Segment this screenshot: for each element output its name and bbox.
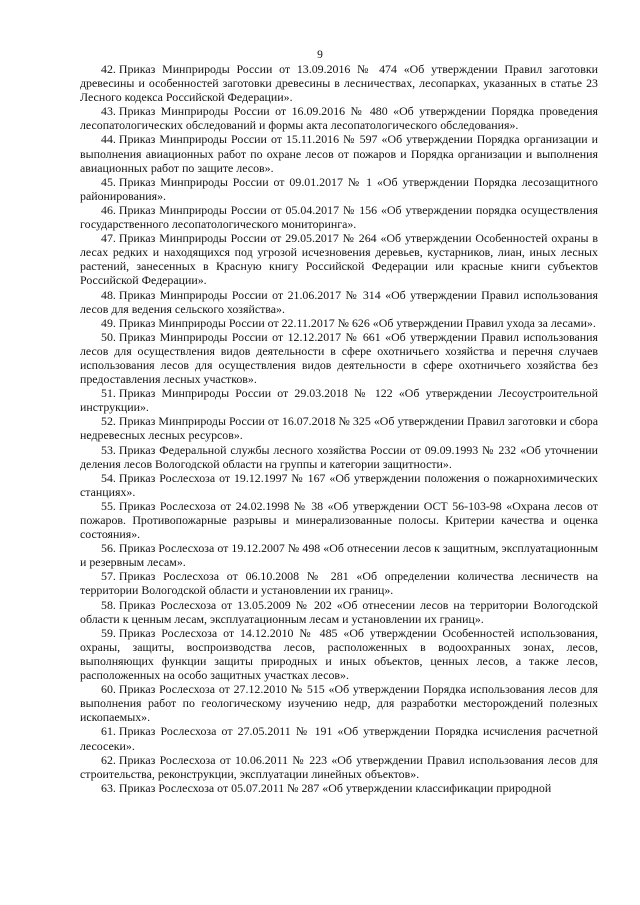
list-item	[80, 724, 598, 752]
list-item	[80, 132, 598, 174]
item-text: Приказ Рослесхоза от 24.02.1998 № 38 «Об утверждении ОСТ 56-103-98 «Охрана лесов от пожаров. Противопожарные разрывы и минерализованные полосы. Критерии качества и оценка состояния».	[80, 498, 598, 542]
list-item	[80, 598, 598, 626]
item-number: 58.	[101, 597, 116, 612]
list-item	[80, 175, 598, 203]
regulation-list	[80, 62, 598, 795]
item-number: 49.	[101, 315, 116, 330]
list-item	[80, 753, 598, 781]
item-number: 55.	[101, 498, 116, 513]
list-item	[80, 288, 598, 316]
list-item	[80, 203, 598, 231]
page-number: 9	[317, 49, 323, 61]
item-number: 46.	[101, 202, 116, 217]
item-text: Приказ Рослесхоза от 05.07.2011 № 287 «Об утверждении классификации природной	[118, 780, 552, 795]
item-text: Приказ Минприроды России от 13.09.2016 № 474 «Об утверждении Правил заготовки древесины и особенностей заготовки древесины в лесничествах, лесопарках, указанных в статье 23 Лесного кодекса Российской Федерации».	[80, 62, 598, 105]
list-item	[80, 569, 598, 597]
item-number: 57.	[101, 569, 116, 584]
list-item	[80, 104, 598, 132]
item-text: Приказ Минприроды России от 12.12.2017 № 661 «Об утверждении Правил использования лесов для осуществления видов деятельности в сфере охотничьего хозяйства и перечня случаев использования лесов для осуществления видов деятельности в сфере охотничьего хозяйства без предоставления лесных участков».	[80, 329, 598, 387]
item-text: Приказ Минприроды России от 21.06.2017 № 314 «Об утверждении Правил использования лесов для ведения сельского хозяйства».	[80, 287, 598, 316]
item-text: Приказ Минприроды России от 16.07.2018 № 325 «Об утверждении Правил заготовки и сбора недревесных лесных ресурсов».	[80, 414, 598, 443]
list-item	[80, 330, 598, 386]
item-text: Приказ Рослесхоза от 13.05.2009 № 202 «Об отнесении лесов на территории Вологодской области к ценным лесам, эксплуатационным лесам и установлении их границ».	[80, 597, 598, 626]
item-number: 50.	[101, 329, 116, 344]
item-text: Приказ Минприроды России от 22.11.2017 № 626 «Об утверждении Правил ухода за лесами».	[118, 315, 596, 330]
item-text: Приказ Минприроды России от 29.05.2017 № 264 «Об утверждении Особенностей охраны в лесах редких и находящихся под угрозой исчезновения деревьев, кустарников, лиан, иных лесных растений, занесенных в Красную книгу Российской Федерации или красные книги субъектов Российской Федерации».	[80, 231, 598, 288]
item-text: Приказ Минприроды России от 09.01.2017 № 1 «Об утверждении Порядка лесозащитного районирования».	[80, 174, 598, 203]
item-number: 45.	[101, 174, 116, 189]
item-text: Приказ Минприроды России от 29.03.2018 № 122 «Об утверждении Лесоустроительной инструкции».	[80, 386, 598, 415]
item-text: Приказ Рослесхоза от 06.10.2008 № 281 «Об определении количества лесничеств на территории Вологодской области и установлении их границ».	[80, 569, 598, 598]
list-item	[80, 443, 598, 471]
list-item	[80, 626, 598, 682]
item-text: Приказ Рослесхоза от 27.05.2011 № 191 «Об утверждении Порядка исчисления расчетной лесосеки».	[80, 724, 598, 753]
item-number: 48.	[101, 287, 116, 302]
item-number: 63.	[101, 780, 116, 795]
item-text: Приказ Рослесхоза от 19.12.2007 № 498 «Об отнесении лесов к защитным, эксплуатационным и резервным лесам».	[80, 541, 598, 570]
item-number: 44.	[101, 132, 116, 147]
item-text: Приказ Рослесхоза от 14.12.2010 № 485 «Об утверждении Особенностей использования, охраны, защиты, воспроизводства лесов, расположенных в водоохранных зонах, лесов, выполняющих функции защиты природных и иных объектов, ценных лесов, а также лесов, расположенных на особо защитных участках лесов».	[80, 625, 598, 683]
list-item	[80, 231, 598, 287]
item-text: Приказ Рослесхоза от 10.06.2011 № 223 «Об утверждении Правил использования лесов для строительства, реконструкции, эксплуатации линейных объектов».	[80, 752, 598, 781]
item-number: 61.	[101, 724, 116, 739]
item-number: 62.	[101, 752, 116, 767]
list-item	[80, 386, 598, 414]
item-number: 60.	[101, 682, 116, 697]
item-text: Приказ Рослесхоза от 27.12.2010 № 515 «Об утверждении Порядка использования лесов для выполнения работ по геологическому изучению недр, для разработки месторождений полезных ископаемых».	[80, 682, 598, 725]
item-number: 56.	[101, 541, 116, 556]
list-item	[80, 471, 598, 499]
list-item	[80, 541, 598, 569]
item-text: Приказ Минприроды России от 05.04.2017 № 156 «Об утверждении порядка осуществления государственного лесопатологического мониторинга».	[80, 202, 598, 232]
item-text: Приказ Минприроды России от 15.11.2016 № 597 «Об утверждении Порядка организации и выполнения авиационных работ по охране лесов от пожаров и Порядка организации и выполнения авиационных работ по защите лесов».	[80, 132, 598, 175]
item-text: Приказ Минприроды России от 16.09.2016 № 480 «Об утверждении Порядка проведения лесопатологических обследований и формы акта лесопатологического обследования».	[80, 104, 598, 133]
item-text: Приказ Федеральной службы лесного хозяйства России от 09.09.1993 № 232 «Об уточнении деления лесов Вологодской области на группы и категории защитности».	[80, 442, 598, 471]
item-number: 42.	[101, 62, 116, 76]
item-number: 54.	[101, 470, 116, 485]
list-item	[80, 781, 598, 795]
item-number: 43.	[101, 104, 116, 119]
list-item	[80, 316, 598, 330]
item-number: 59.	[101, 625, 116, 640]
item-number: 51.	[101, 386, 116, 401]
list-item	[80, 62, 598, 104]
list-item	[80, 499, 598, 541]
list-item	[80, 414, 598, 442]
item-number: 47.	[101, 231, 116, 246]
item-text: Приказ Рослесхоза от 19.12.1997 № 167 «Об утверждении положения о пожарнохимических станциях».	[80, 470, 598, 499]
item-number: 53.	[101, 442, 116, 457]
list-item	[80, 682, 598, 724]
item-number: 52.	[101, 414, 116, 429]
